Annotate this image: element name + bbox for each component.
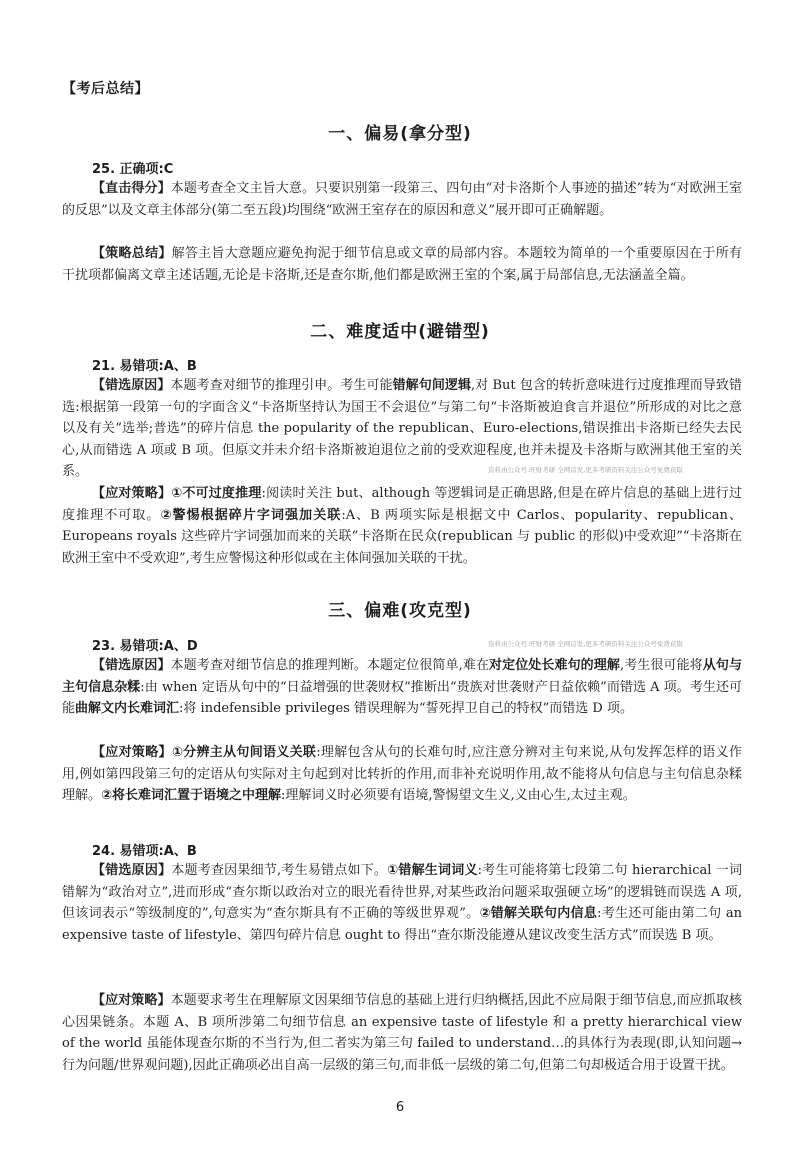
q23-reason-text-b: ,考生很可能将	[619, 658, 703, 673]
q24-reason-text-b: :考生可能将第七段第二句 hierarchical 一词错解为“政治对立”,进而形成“查尔斯以政治对立的眼光看待世界,对某些政治问题采取强硬立场”的逻辑链而误选 A 项,但该词表示“等级制度的”,句意实为“查尔斯具有不正确的等级世界观”。	[62, 863, 742, 922]
q24-reason-text-a: 本题考查因果细节,考生易错点如下。	[171, 863, 388, 878]
q23-reason-text-a: 本题考查对细节信息的推理判断。本题定位很简单,难在	[170, 658, 490, 673]
q25-direct-score-paragraph	[62, 178, 742, 221]
error-reason-label: 【错选原因】	[92, 378, 171, 393]
q23-error-reason-paragraph	[62, 655, 742, 720]
q21-strategy-text-1: :阅读时关注 but、although 等逻辑词是正确思路,但是在碎片信息的基础上进行过度推理不可取。	[62, 486, 742, 523]
q23-reason-highlight-1: 对定位处长难句的理解	[489, 658, 620, 673]
q21-strategy-paragraph	[62, 483, 742, 569]
q21-reason-text-b: ,对 But 包含的转折意味进行过度推理而导致错选:根据第一段第一句的字面含义“卡洛斯坚持认为国王不会退位”与第二句“卡洛斯被迫食言并退位”所形成的对比之意以及有关“选举;普选”的碎片信息 the popularity of the republican、Euro-elections,错误推出卡洛斯已经失去民心,从而错选 A 项或 B 项。但原文并未介绍卡洛斯被迫退位之前的受欢迎程度,也并未提及卡洛斯与欧洲其他王室的关系。	[62, 378, 742, 480]
direct-score-text: 本题考查全文主旨大意。只要识别第一段第三、四句由“对卡洛斯个人事迹的描述”转为“对欧洲王室的反思”以及文章主体部分(第二至五段)均围绕“欧洲王室存在的原因和意义”展开即可正确解题。	[62, 181, 742, 218]
page-number: 6	[395, 1100, 405, 1115]
q24-reason-highlight-1: ①错解生词词义	[387, 863, 478, 878]
watermark-text-2: 资料由公众号:旺财考研 全网首发,更多考研资料关注公众号免费获取	[488, 640, 683, 648]
q23-strategy-text-1: :理解包含从句的长难句时,应注意分辨对主句来说,从句发挥怎样的语义作用,例如第四段第三句的定语从句实际对主句起到对比转折的作用,而非补充说明作用,故不能将从句信息与主句信息杂糅理解。	[62, 745, 742, 804]
q24-strategy-paragraph	[62, 990, 742, 1076]
q21-strategy-text-2: :A、B 两项实际是根据文中 Carlos、popularity、republican、Europeans royals 这些碎片字词强加而来的关联“卡洛斯在民众(republican 与 public 的形似)中受欢迎”“卡洛斯在欧洲王室中不受欢迎”,考生应警惕这种形似或在主体间强加关联的干扰。	[62, 507, 742, 566]
q24-reason-highlight-2: ②错解关联句内信息	[479, 906, 598, 922]
q23-strategy-point-2: ②将长难词汇置于语境之中理解	[101, 788, 282, 804]
strategy-label: 【应对策略】	[92, 745, 172, 760]
error-reason-label: 【错选原因】	[92, 658, 171, 673]
question-23-heading: 23. 易错项:A、D	[92, 639, 198, 654]
q25-strategy-summary-paragraph	[62, 243, 742, 286]
strategy-summary-label: 【策略总结】	[92, 246, 172, 261]
q23-reason-text-d: :将 indefensible privileges 错误理解为“誓死捍卫自己的特权”而错选 D 项。	[179, 701, 633, 717]
header-tag: 【考后总结】	[62, 81, 149, 97]
error-reason-label: 【错选原因】	[92, 863, 172, 878]
q21-strategy-point-2: ②警惕根据碎片字词强加关联	[160, 507, 342, 523]
strategy-label: 【应对策略】	[92, 486, 172, 501]
q21-reason-highlight: 错解句间逻辑	[392, 378, 472, 393]
q23-strategy-point-1: ①分辨主从句间语义关联	[171, 745, 317, 760]
q24-reason-text-c: :考生还可能由第二句 an expensive taste of lifestyle、第四句碎片信息 ought to 得出“查尔斯没能遵从建议改变生活方式”而误选 B 项。	[62, 906, 743, 943]
question-21-heading: 21. 易错项:A、B	[92, 359, 197, 374]
section-title-medium: 二、难度适中(避错型)	[310, 322, 490, 342]
question-24-heading: 24. 易错项:A、B	[92, 844, 197, 859]
q23-reason-text-c: :由 when 定语从句中的“日益增强的世袭财权”推断出“贵族对世袭财产日益依赖”而错选 A 项。考生还可能	[62, 679, 742, 717]
q24-error-reason-paragraph	[62, 860, 742, 946]
q23-strategy-paragraph	[62, 742, 742, 807]
q24-strategy-text: 本题要求考生在理解原文因果细节信息的基础上进行归纳概括,因此不应局限于细节信息,而应抓取核心因果链条。本题 A、B 项所涉第二句细节信息 an expensive taste of lifestyle 和 a pretty hierarchical view of the world 虽能体现查尔斯的不当行为,但二者实为第三句 failed to understand…的具体行为表现(即,认知问题→行为问题/世界观问题),因此正确项必出自高一层级的第三句,而非低一层级的第二句,但第二句却极适合用于设置干扰。	[62, 993, 742, 1073]
strategy-label: 【应对策略】	[92, 993, 171, 1008]
q21-strategy-point-1: ①不可过度推理	[171, 486, 262, 501]
strategy-summary-text: 解答主旨大意题应避免拘泥于细节信息或文章的局部内容。本题较为简单的一个重要原因在于所有干扰项都偏离文章主述话题,无论是卡洛斯,还是查尔斯,他们都是欧洲王室的个案,属于局部信息,无法涵盖全篇。	[62, 246, 742, 283]
question-25-heading: 25. 正确项:C	[92, 162, 174, 177]
q23-strategy-text-2: :理解词义时必须要有语境,警惕望文生义,义由心生,太过主观。	[281, 788, 636, 804]
q23-reason-highlight-3: 曲解文内长难词汇	[75, 701, 180, 717]
q23-reason-highlight-2: 从句与主句信息杂糅	[62, 658, 742, 695]
section-title-hard: 三、偏难(攻克型)	[328, 601, 472, 621]
section-title-easy: 一、偏易(拿分型)	[328, 124, 472, 144]
q21-reason-text-a: 本题考查对细节的推理引申。考生可能	[170, 378, 393, 393]
watermark-text: 资料由公众号:旺财考研 全网首发,更多考研资料关注公众号免费获取	[488, 466, 683, 474]
direct-score-label: 【直击得分】	[92, 181, 171, 196]
